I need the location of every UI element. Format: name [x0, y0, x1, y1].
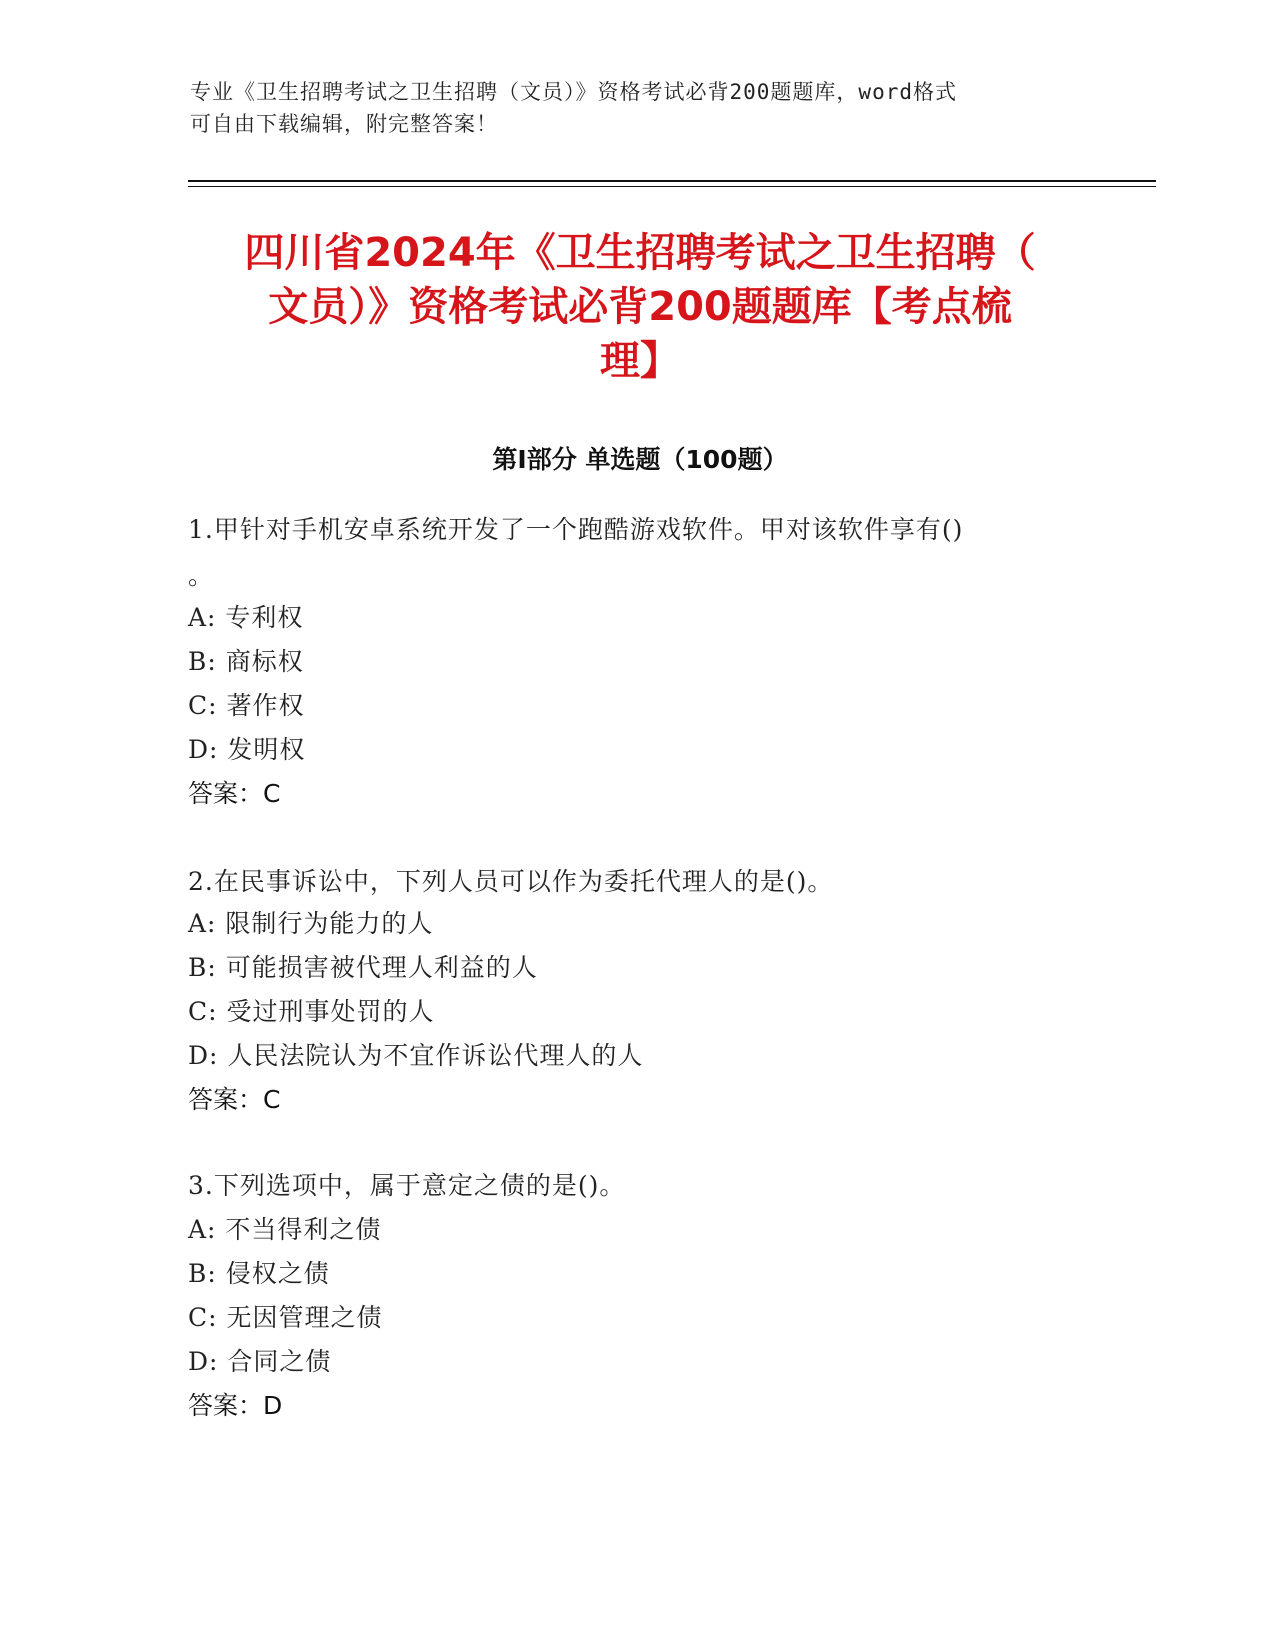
title-line: 四川省2024年《卫生招聘考试之卫生招聘（ — [244, 230, 1036, 276]
answer-option: A: 不当得利之债 — [188, 1215, 382, 1244]
header-note-line: 专业《卫生招聘考试之卫生招聘（文员）》资格考试必背200题题库，word格式 — [190, 80, 957, 104]
header-divider-thin — [188, 186, 1156, 187]
header-divider-thick — [188, 180, 1156, 182]
header-note — [190, 76, 1090, 140]
question-stem: 。 — [188, 561, 215, 590]
answer-option: D: 发明权 — [188, 735, 306, 764]
answer-key: 答案：C — [188, 779, 281, 808]
answer-option: D: 合同之债 — [188, 1347, 332, 1376]
header-note-line: 可自由下载编辑，附完整答案！ — [190, 112, 498, 136]
title-line: 文员）》资格考试必背200题题库【考点梳 — [268, 284, 1012, 330]
question-stem: 2.在民事诉讼中，下列人员可以作为委托代理人的是()。 — [188, 867, 834, 896]
answer-option: C: 无因管理之债 — [188, 1303, 383, 1332]
title-line: 理】 — [600, 338, 680, 384]
answer-option: B: 侵权之债 — [188, 1259, 330, 1288]
answer-option: A: 专利权 — [188, 603, 304, 632]
answer-option: B: 可能损害被代理人利益的人 — [188, 953, 538, 982]
section-heading: 第Ⅰ部分 单选题（100题） — [492, 445, 788, 474]
question-stem: 1.甲针对手机安卓系统开发了一个跑酷游戏软件。甲对该软件享有() — [188, 515, 964, 544]
answer-option: C: 受过刑事处罚的人 — [188, 997, 435, 1026]
answer-option: B: 商标权 — [188, 647, 304, 676]
question-stem: 3.下列选项中，属于意定之债的是()。 — [188, 1171, 626, 1200]
document-title — [180, 226, 1100, 388]
answer-key: 答案：C — [188, 1085, 281, 1114]
answer-option: C: 著作权 — [188, 691, 305, 720]
answer-key: 答案：D — [188, 1391, 283, 1420]
answer-option: D: 人民法院认为不宜作诉讼代理人的人 — [188, 1041, 644, 1070]
answer-option: A: 限制行为能力的人 — [188, 909, 434, 938]
